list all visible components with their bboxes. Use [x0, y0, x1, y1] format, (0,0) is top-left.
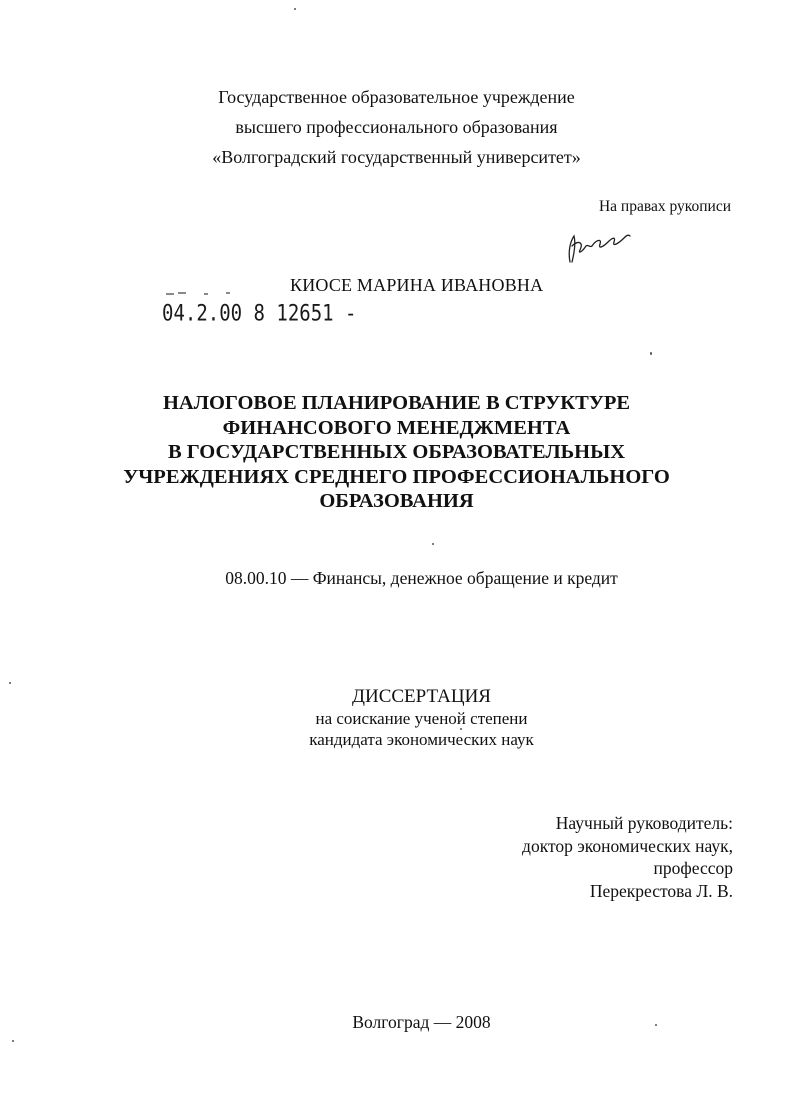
advisor-name: Перекрестова Л. В. — [589, 880, 733, 901]
scan-speck — [460, 728, 462, 730]
title-line: НАЛОГОВОЕ ПЛАНИРОВАНИЕ В СТРУКТУРЕ — [162, 392, 631, 414]
scan-speck — [432, 543, 434, 545]
dissertation-title — [0, 391, 793, 514]
scan-speck — [650, 352, 652, 355]
scan-speck — [294, 8, 296, 10]
degree-line-2: кандидата экономических наук — [309, 730, 534, 749]
stamp-marks — [164, 288, 244, 296]
degree-line-1: на соискание ученой степени — [315, 709, 528, 728]
title-line: В ГОСУДАРСТВЕННЫХ ОБРАЗОВАТЕЛЬНЫХ — [167, 441, 626, 464]
advisor-block — [522, 812, 733, 902]
author-name: КИОСЕ МАРИНА ИВАНОВНА — [290, 275, 544, 295]
advisor-degree: доктор экономических наук, — [522, 835, 733, 856]
title-line: ОБРАЗОВАНИЯ — [319, 490, 474, 513]
advisor-rank: профессор — [653, 858, 733, 878]
city-year: Волгоград — 2008 — [352, 1012, 491, 1032]
institution-line-1: Государственное образовательное учреждение — [218, 87, 575, 107]
handwritten-signature — [562, 222, 634, 268]
title-line: ФИНАНСОВОГО МЕНЕДЖМЕНТА — [222, 416, 571, 439]
specialty-code: 08.00.10 — Финансы, денежное обращение и кредит — [225, 568, 618, 588]
scan-speck — [655, 1024, 657, 1026]
manuscript-note: На правах рукописи — [598, 198, 731, 215]
institution-line-3: «Волгоградский государственный университет» — [212, 147, 581, 167]
registration-stamp: 04.2.00 8 12651 - — [162, 301, 357, 327]
advisor-label: Научный руководитель: — [555, 813, 733, 833]
dissertation-block — [0, 686, 793, 750]
scan-speck — [12, 1040, 14, 1042]
scan-speck — [9, 682, 11, 684]
title-line: УЧРЕЖДЕНИЯХ СРЕДНЕГО ПРОФЕССИОНАЛЬНОГО — [123, 465, 670, 488]
dissertation-heading: ДИССЕРТАЦИЯ — [352, 686, 491, 707]
institution-line-2: высшего профессионального образования — [235, 117, 558, 137]
